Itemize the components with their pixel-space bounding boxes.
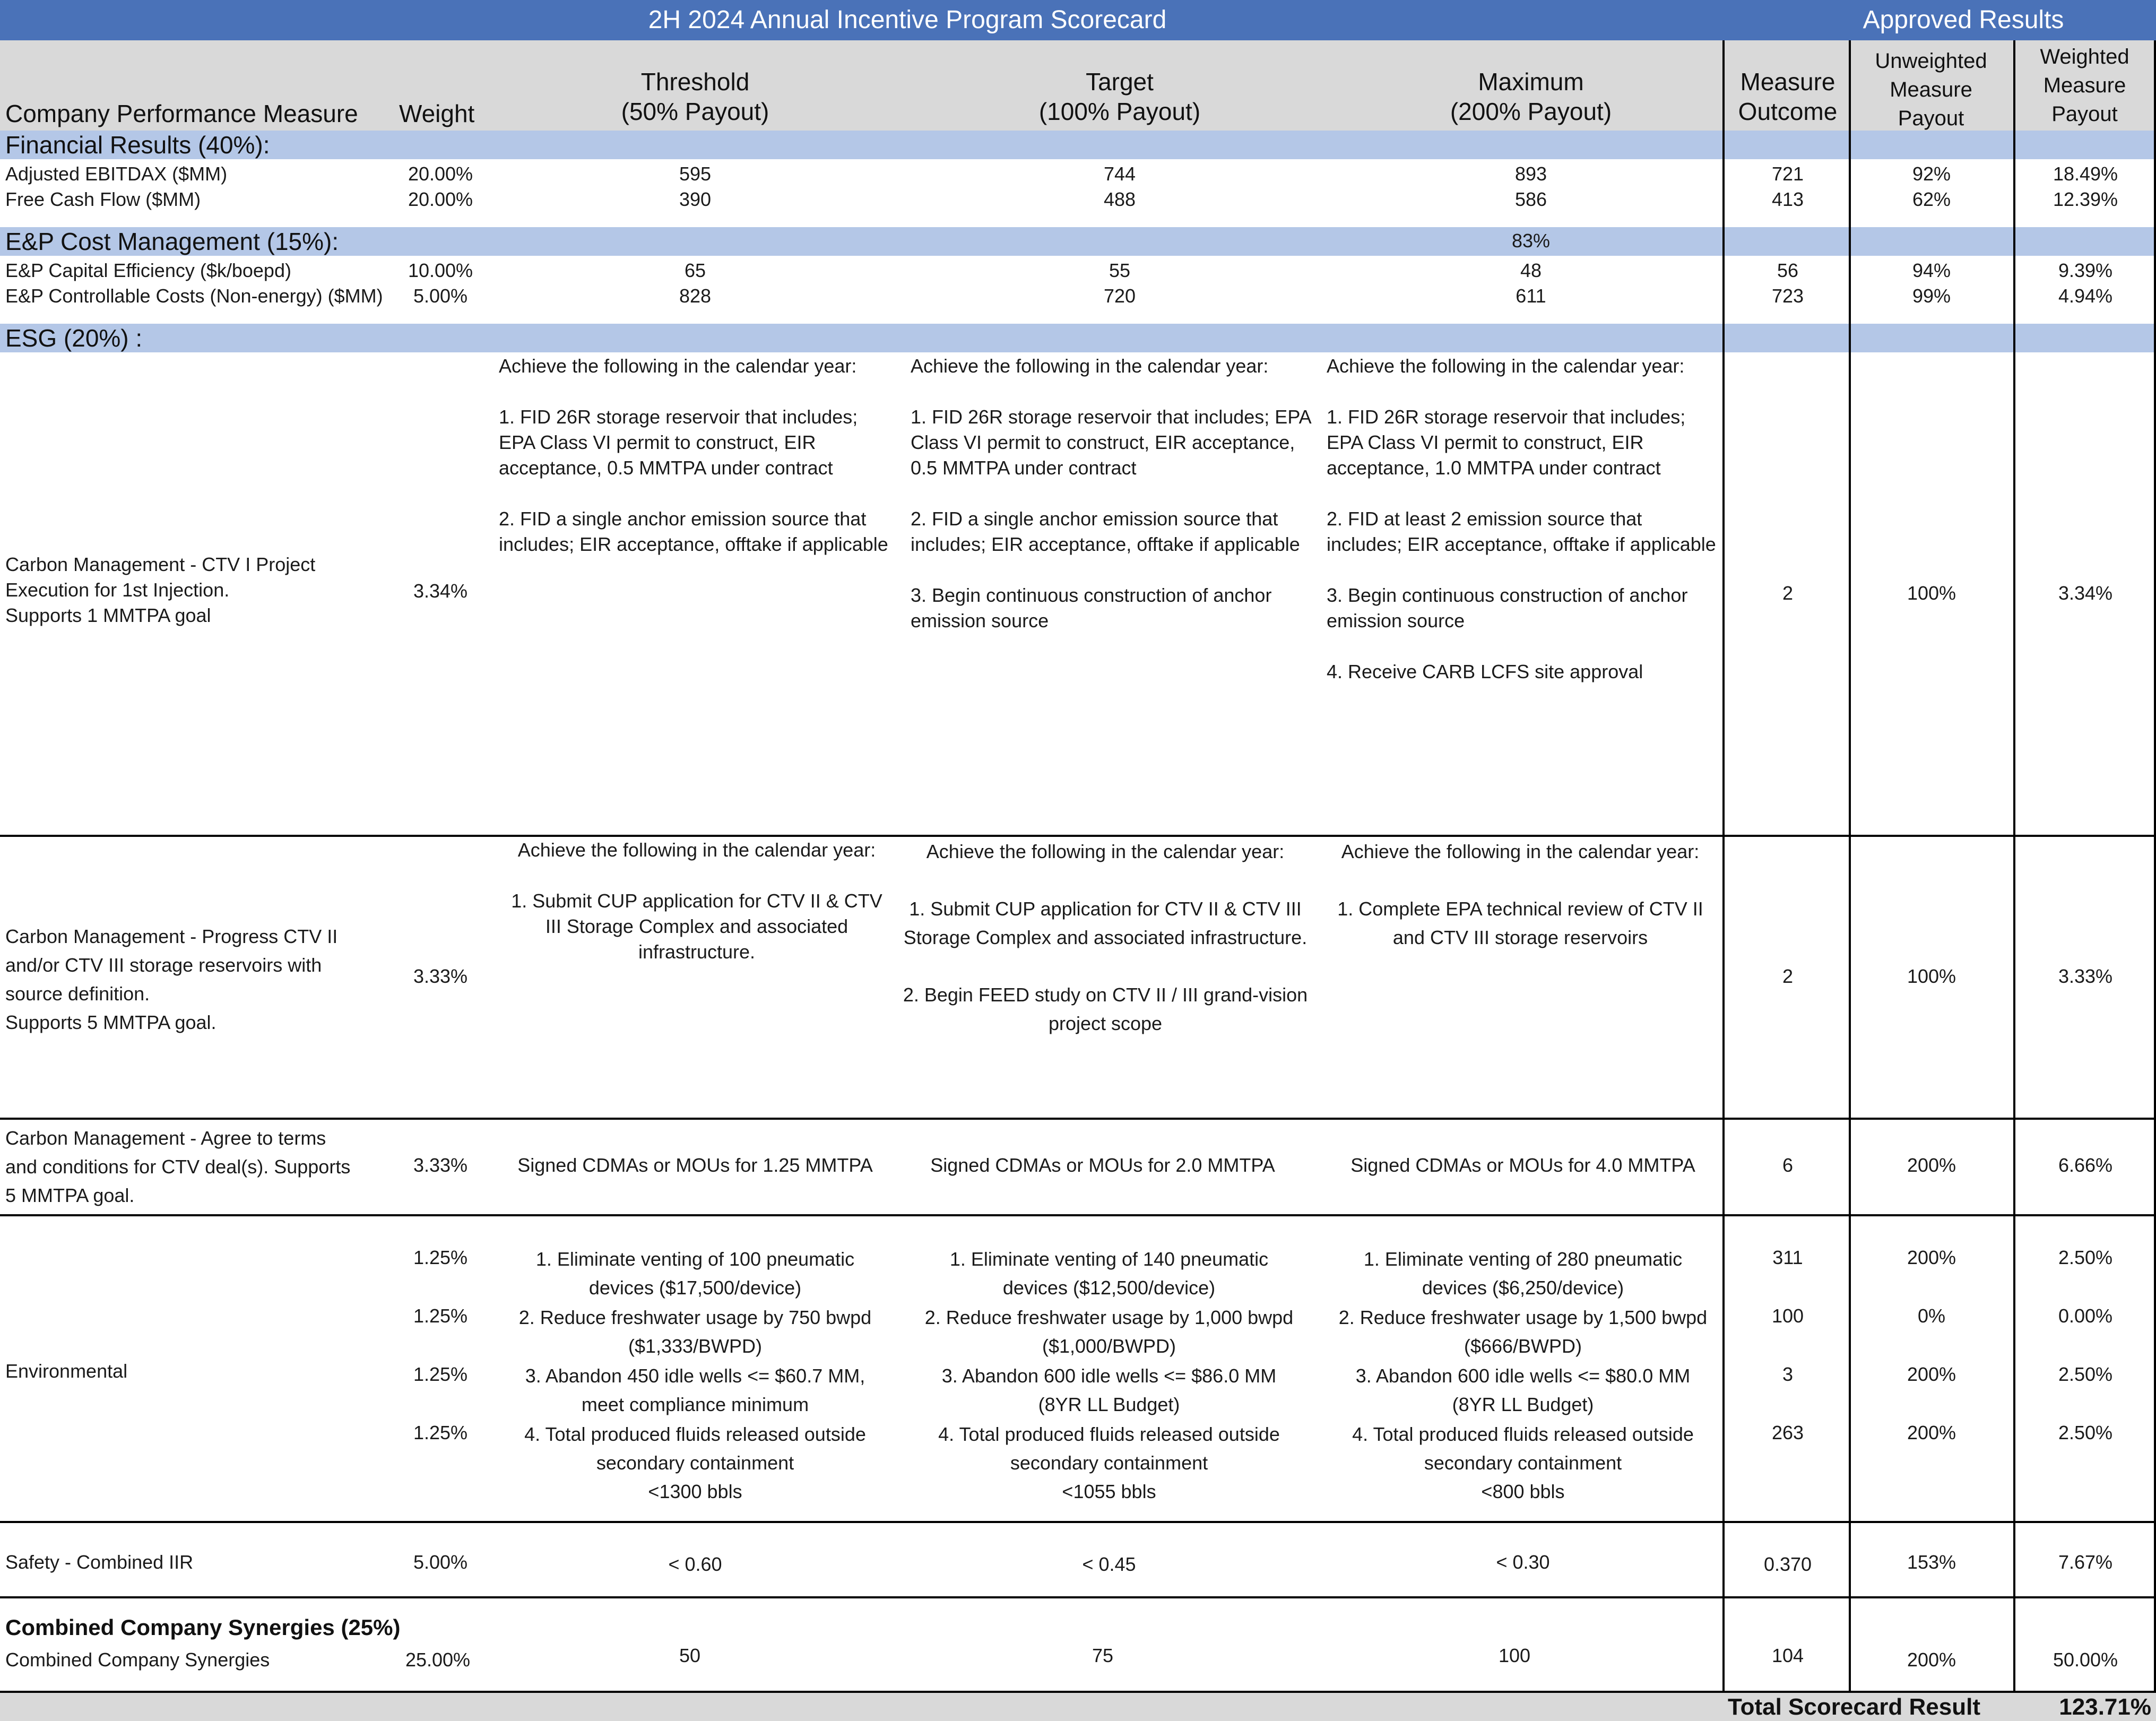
- threshold-env-3: 3. Abandon 450 idle wells <= $60.7 MM, meet compliance minimum: [525, 1365, 865, 1415]
- weight-ctv2: 3.33%: [413, 965, 468, 987]
- maximum-env-3: 3. Abandon 600 idle wells <= $80.0 MM (8YR LL Budget): [1355, 1365, 1691, 1415]
- outcome-adjusted-ebitdax: 721: [1771, 163, 1804, 185]
- maximum-adjusted-ebitdax: 893: [1514, 163, 1547, 185]
- weighted-env-4: 2.50%: [2058, 1422, 2113, 1443]
- maximum-ctv-deal: Signed CDMAs or MOUs for 4.0 MMTPA: [1350, 1154, 1695, 1176]
- outcome-env-3: 3: [1782, 1363, 1794, 1385]
- threshold-safety: < 0.60: [668, 1553, 722, 1575]
- unweighted-env-1: 200%: [1907, 1247, 1956, 1268]
- outcome-ep-capital-efficiency: 56: [1777, 260, 1799, 281]
- unweighted-ctv1: 100%: [1907, 582, 1956, 604]
- total-scorecard-value: 123.71%: [2059, 1694, 2151, 1720]
- threshold-free-cash-flow: 390: [679, 188, 712, 210]
- target-ctv2: Achieve the following in the calendar year: 1. Submit CUP application for CTV II & CTV III Storage Complex and associated infrastructure. 2. Begin FEED study on CTV II / III grand-vision project scope: [903, 841, 1308, 1034]
- weighted-synergies: 50.00%: [2053, 1649, 2118, 1671]
- weighted-ctv2: 3.33%: [2058, 965, 2113, 987]
- target-ctv-deal: Signed CDMAs or MOUs for 2.0 MMTPA: [930, 1154, 1275, 1176]
- row-divider: [0, 1596, 2156, 1598]
- outcome-ep-controllable-costs: 723: [1771, 285, 1804, 307]
- section-bar-esg: [0, 324, 2156, 352]
- maximum-env-1: 1. Eliminate venting of 280 pneumatic devices ($6,250/device): [1363, 1248, 1683, 1299]
- threshold-ctv-deal: Signed CDMAs or MOUs for 1.25 MMTPA: [517, 1154, 873, 1176]
- unweighted-safety: 153%: [1907, 1551, 1956, 1573]
- maximum-ep-controllable-costs: 611: [1516, 285, 1546, 307]
- unweighted-env-4: 200%: [1907, 1422, 1956, 1443]
- measure-ctv1: Carbon Management - CTV I Project Execution for 1st Injection. Supports 1 MMTPA goal: [5, 554, 316, 626]
- row-divider: [0, 1118, 2156, 1120]
- threshold-env-1: 1. Eliminate venting of 100 pneumatic devices ($17,500/device): [535, 1248, 855, 1299]
- unweighted-ep-controllable-costs: 99%: [1912, 285, 1951, 307]
- outcome-free-cash-flow: 413: [1771, 188, 1804, 210]
- threshold-ep-capital-efficiency: 65: [684, 260, 706, 281]
- approved-block-left-border: [1722, 40, 1725, 1693]
- maximum-ctv1: Achieve the following in the calendar year: 1. FID 26R storage reservoir that includes; EPA Class VI permit to construct, EIR acceptance, 1.0 MMTPA under contract 2. FID at least 2 emission source that includes; EIR acceptance, offtake if applicable 3. Begin continuous construction of anchor emission source 4. Receive CARB LCFS site approval: [1327, 355, 1716, 682]
- measure-environmental: Environmental: [5, 1360, 128, 1382]
- weight-env-3: 1.25%: [413, 1363, 468, 1385]
- outcome-safety: 0.370: [1763, 1553, 1812, 1575]
- weighted-free-cash-flow: 12.39%: [2053, 188, 2118, 210]
- target-synergies: 75: [1092, 1645, 1114, 1666]
- outcome-ctv2: 2: [1782, 965, 1794, 987]
- section-bar-financial: [0, 131, 2156, 159]
- weight-ep-capital-efficiency: 10.00%: [408, 260, 473, 281]
- outcome-env-2: 100: [1771, 1305, 1804, 1327]
- unweighted-env-3: 200%: [1907, 1363, 1956, 1385]
- weighted-ctv1: 3.34%: [2058, 582, 2113, 604]
- target-env-3: 3. Abandon 600 idle wells <= $86.0 MM (8YR LL Budget): [941, 1365, 1277, 1415]
- header-maximum: Maximum (200% Payout): [1450, 68, 1612, 125]
- header-outcome: Measure Outcome: [1738, 68, 1838, 125]
- header-unweighted: Unweighted Measure Payout: [1875, 49, 1987, 130]
- header-measure: Company Performance Measure: [5, 100, 358, 127]
- row-divider: [0, 835, 2156, 837]
- measure-safety: Safety - Combined IIR: [5, 1551, 194, 1573]
- weight-env-1: 1.25%: [413, 1247, 468, 1268]
- outcome-ctv1: 2: [1782, 582, 1794, 604]
- threshold-ctv1: Achieve the following in the calendar year: 1. FID 26R storage reservoir that includes; EPA Class VI permit to construct, EIR acceptance, 0.5 MMTPA under contract 2. FID a single anchor emission source that includes; EIR acceptance, offtake if applicable: [499, 355, 888, 555]
- target-env-4: 4. Total produced fluids released outside secondary containment <1055 bbls: [938, 1423, 1280, 1502]
- total-scorecard-label: Total Scorecard Result: [1728, 1694, 1980, 1720]
- maximum-free-cash-flow: 586: [1514, 188, 1547, 210]
- unweighted-ctv2: 100%: [1907, 965, 1956, 987]
- outcome-synergies: 104: [1771, 1645, 1804, 1666]
- section-title-ep-cost: E&P Cost Management (15%):: [5, 228, 339, 255]
- header-threshold: Threshold (50% Payout): [621, 68, 769, 125]
- header-target: Target (100% Payout): [1038, 68, 1201, 125]
- target-ep-controllable-costs: 720: [1103, 285, 1136, 307]
- column-divider: [2013, 40, 2015, 1693]
- weight-env-4: 1.25%: [413, 1422, 468, 1443]
- weight-safety: 5.00%: [413, 1551, 468, 1573]
- section-title-esg: ESG (20%) :: [5, 324, 143, 352]
- maximum-ep-capital-efficiency: 48: [1520, 260, 1542, 281]
- weighted-env-3: 2.50%: [2058, 1363, 2113, 1385]
- outcome-env-1: 311: [1772, 1247, 1803, 1268]
- weighted-ctv-deal: 6.66%: [2058, 1154, 2113, 1176]
- ep-cost-note: 83%: [1511, 230, 1551, 252]
- maximum-synergies: 100: [1498, 1645, 1531, 1666]
- header-weighted: Weighted Measure Payout: [2040, 45, 2129, 126]
- target-free-cash-flow: 488: [1103, 188, 1136, 210]
- maximum-env-4: 4. Total produced fluids released outside secondary containment <800 bbls: [1352, 1423, 1694, 1502]
- weight-ep-controllable-costs: 5.00%: [413, 285, 468, 307]
- unweighted-ctv-deal: 200%: [1907, 1154, 1956, 1176]
- target-ep-capital-efficiency: 55: [1109, 260, 1131, 281]
- weight-adjusted-ebitdax: 20.00%: [408, 163, 473, 185]
- approved-block-right-border: [2154, 40, 2156, 1693]
- threshold-ctv2: Achieve the following in the calendar year: 1. Submit CUP application for CTV II & CTV III Storage Complex and associated infrastructure.: [511, 839, 882, 963]
- threshold-adjusted-ebitdax: 595: [679, 163, 712, 185]
- weighted-ep-controllable-costs: 4.94%: [2058, 285, 2113, 307]
- scorecard-title: 2H 2024 Annual Incentive Program Scorecard: [648, 6, 1167, 34]
- weighted-ep-capital-efficiency: 9.39%: [2058, 260, 2113, 281]
- weighted-adjusted-ebitdax: 18.49%: [2053, 163, 2118, 185]
- threshold-synergies: 50: [679, 1645, 701, 1666]
- section-title-financial: Financial Results (40%):: [5, 131, 270, 159]
- measure-adjusted-ebitdax: Adjusted EBITDAX ($MM): [5, 163, 228, 185]
- measure-ep-controllable-costs: E&P Controllable Costs (Non-energy) ($MM): [5, 285, 383, 307]
- weighted-safety: 7.67%: [2058, 1551, 2113, 1573]
- section-title-synergies: Combined Company Synergies (25%): [5, 1615, 401, 1640]
- measure-ep-capital-efficiency: E&P Capital Efficiency ($k/boepd): [5, 260, 291, 281]
- maximum-ctv2: Achieve the following in the calendar year: 1. Complete EPA technical review of CTV II and CTV III storage reservoirs: [1337, 841, 1703, 948]
- maximum-safety: < 0.30: [1496, 1551, 1550, 1573]
- weight-synergies: 25.00%: [405, 1649, 471, 1671]
- target-safety: < 0.45: [1082, 1553, 1136, 1575]
- threshold-env-2: 2. Reduce freshwater usage by 750 bwpd ($1,333/BWPD): [518, 1307, 872, 1357]
- weighted-env-1: 2.50%: [2058, 1247, 2113, 1268]
- column-divider: [1849, 40, 1851, 1693]
- measure-synergies: Combined Company Synergies: [5, 1649, 270, 1671]
- weight-ctv-deal: 3.33%: [413, 1154, 468, 1176]
- measure-ctv-deal: Carbon Management - Agree to terms and conditions for CTV deal(s). Supports 5 MMTPA goal.: [5, 1127, 351, 1206]
- threshold-env-4: 4. Total produced fluids released outside secondary containment <1300 bbls: [524, 1423, 866, 1502]
- approved-results-label: Approved Results: [1863, 6, 2064, 34]
- unweighted-adjusted-ebitdax: 92%: [1912, 163, 1951, 185]
- outcome-ctv-deal: 6: [1782, 1154, 1794, 1176]
- weight-ctv1: 3.34%: [413, 580, 468, 602]
- header-weight: Weight: [399, 100, 475, 127]
- weight-env-2: 1.25%: [413, 1305, 468, 1327]
- weight-free-cash-flow: 20.00%: [408, 188, 473, 210]
- threshold-ep-controllable-costs: 828: [679, 285, 712, 307]
- measure-free-cash-flow: Free Cash Flow ($MM): [5, 188, 201, 210]
- target-env-1: 1. Eliminate venting of 140 pneumatic devices ($12,500/device): [949, 1248, 1269, 1299]
- row-divider: [0, 1214, 2156, 1216]
- row-divider: [0, 1521, 2156, 1523]
- unweighted-ep-capital-efficiency: 94%: [1912, 260, 1951, 281]
- outcome-env-4: 263: [1771, 1422, 1804, 1443]
- unweighted-env-2: 0%: [1917, 1305, 1946, 1327]
- measure-ctv2: Carbon Management - Progress CTV II and/or CTV III storage reservoirs with source definition. Supports 5 MMTPA goal.: [5, 926, 338, 1033]
- unweighted-synergies: 200%: [1907, 1649, 1956, 1671]
- unweighted-free-cash-flow: 62%: [1912, 188, 1951, 210]
- target-env-2: 2. Reduce freshwater usage by 1,000 bwpd ($1,000/BWPD): [924, 1307, 1294, 1357]
- weighted-env-2: 0.00%: [2058, 1305, 2113, 1327]
- target-adjusted-ebitdax: 744: [1103, 163, 1136, 185]
- maximum-env-2: 2. Reduce freshwater usage by 1,500 bwpd ($666/BWPD): [1338, 1307, 1708, 1357]
- target-ctv1: Achieve the following in the calendar year: 1. FID 26R storage reservoir that includes; EPA Class VI permit to construct, EIR acceptance, 0.5 MMTPA under contract 2. FID a single anchor emission source that includes; EIR acceptance, offtake if applicable 3. Begin continuous construction of anchor emission source: [911, 355, 1311, 632]
